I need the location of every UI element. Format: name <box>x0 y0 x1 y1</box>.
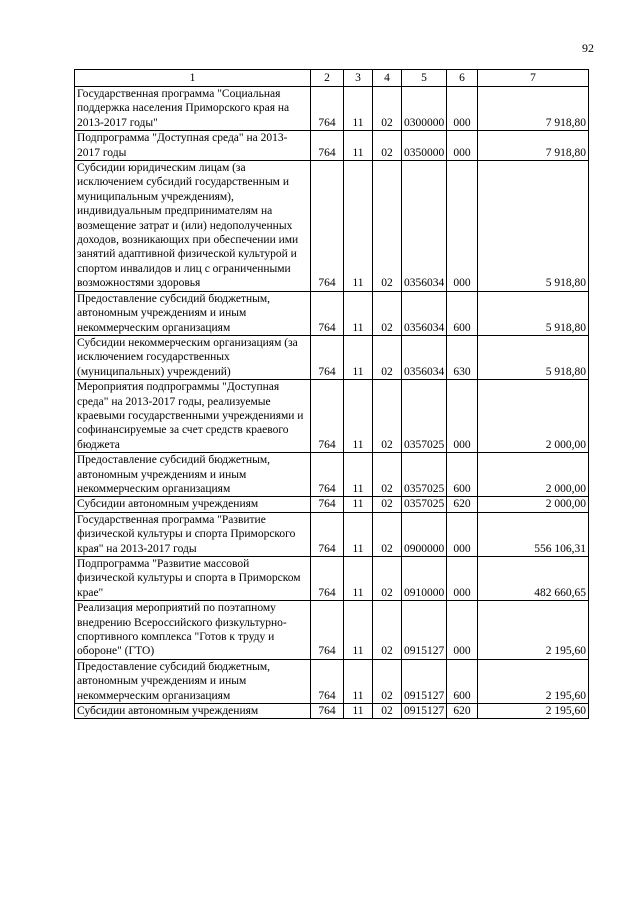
row-code-col2: 764 <box>311 497 344 512</box>
row-name: Субсидии юридическим лицам (за исключением субсидий государственным и муниципальным учреждениям), индивидуальным предпринимателям на возмещение затрат и (или) недополученных доходов, возникающих при обеспечении ими занятий адаптивной физической культурой и спортом инвалидов и лиц с ограниченными возможностями здоровья <box>75 161 311 292</box>
row-amount: 7 918,80 <box>478 87 589 131</box>
row-name: Субсидии автономным учреждениям <box>75 704 311 719</box>
row-code-col4: 02 <box>373 557 402 601</box>
row-code-col6: 000 <box>447 161 478 292</box>
row-code-col4: 02 <box>373 161 402 292</box>
row-code-col5: 0915127 <box>402 601 447 660</box>
row-name: Субсидии некоммерческим организациям (за исключением государственных (муниципальных) учреждений) <box>75 335 311 379</box>
row-code-col5: 0357025 <box>402 380 447 453</box>
row-amount: 2 195,60 <box>478 704 589 719</box>
row-code-col6: 000 <box>447 131 478 161</box>
row-amount: 482 660,65 <box>478 557 589 601</box>
row-code-col6: 620 <box>447 497 478 512</box>
row-code-col5: 0915127 <box>402 659 447 703</box>
row-code-col2: 764 <box>311 704 344 719</box>
row-code-col5: 0357025 <box>402 453 447 497</box>
row-code-col3: 11 <box>344 453 373 497</box>
table-row <box>75 380 589 453</box>
row-code-col6: 620 <box>447 704 478 719</box>
row-code-col4: 02 <box>373 497 402 512</box>
row-amount: 2 195,60 <box>478 601 589 660</box>
row-code-col2: 764 <box>311 335 344 379</box>
row-code-col6: 000 <box>447 601 478 660</box>
row-code-col5: 0300000 <box>402 87 447 131</box>
row-amount: 5 918,80 <box>478 291 589 335</box>
row-code-col2: 764 <box>311 161 344 292</box>
row-code-col6: 000 <box>447 87 478 131</box>
row-code-col4: 02 <box>373 659 402 703</box>
row-name: Предоставление субсидий бюджетным, автономным учреждениям и иным некоммерческим организациям <box>75 453 311 497</box>
table-row <box>75 161 589 292</box>
row-code-col5: 0350000 <box>402 131 447 161</box>
row-code-col2: 764 <box>311 557 344 601</box>
row-code-col5: 0356034 <box>402 335 447 379</box>
row-code-col2: 764 <box>311 87 344 131</box>
row-name: Реализация мероприятий по поэтапному внедрению Всероссийского физкультурно-спортивного комплекса "Готов к труду и обороне" (ГТО) <box>75 601 311 660</box>
page-number: 92 <box>582 41 594 55</box>
row-code-col6: 000 <box>447 380 478 453</box>
table-row <box>75 131 589 161</box>
row-name: Государственная программа "Социальная поддержка населения Приморского края на 2013-2017 годы" <box>75 87 311 131</box>
row-code-col3: 11 <box>344 704 373 719</box>
row-code-col6: 600 <box>447 659 478 703</box>
budget-table <box>74 69 589 719</box>
row-code-col5: 0910000 <box>402 557 447 601</box>
row-amount: 2 000,00 <box>478 380 589 453</box>
row-code-col3: 11 <box>344 380 373 453</box>
row-amount: 2 000,00 <box>478 453 589 497</box>
table-row <box>75 291 589 335</box>
row-code-col3: 11 <box>344 512 373 556</box>
row-code-col3: 11 <box>344 291 373 335</box>
row-code-col3: 11 <box>344 131 373 161</box>
row-code-col4: 02 <box>373 453 402 497</box>
row-code-col2: 764 <box>311 659 344 703</box>
row-code-col5: 0356034 <box>402 161 447 292</box>
row-code-col4: 02 <box>373 601 402 660</box>
row-name: Государственная программа "Развитие физической культуры и спорта Приморского края" на 2013-2017 годы <box>75 512 311 556</box>
row-code-col2: 764 <box>311 380 344 453</box>
row-amount: 7 918,80 <box>478 131 589 161</box>
row-code-col3: 11 <box>344 497 373 512</box>
row-code-col4: 02 <box>373 704 402 719</box>
column-header: 6 <box>447 70 478 87</box>
row-code-col2: 764 <box>311 131 344 161</box>
column-header: 5 <box>402 70 447 87</box>
column-header: 4 <box>373 70 402 87</box>
row-name: Субсидии автономным учреждениям <box>75 497 311 512</box>
row-code-col2: 764 <box>311 291 344 335</box>
table-row <box>75 497 589 512</box>
row-amount: 556 106,31 <box>478 512 589 556</box>
table-row <box>75 704 589 719</box>
row-code-col2: 764 <box>311 512 344 556</box>
row-code-col3: 11 <box>344 601 373 660</box>
row-code-col5: 0356034 <box>402 291 447 335</box>
row-name: Предоставление субсидий бюджетным, автономным учреждениям и иным некоммерческим организациям <box>75 291 311 335</box>
table-header-row <box>75 70 589 87</box>
table-row <box>75 335 589 379</box>
table-row <box>75 659 589 703</box>
column-header: 7 <box>478 70 589 87</box>
table-row <box>75 512 589 556</box>
row-name: Подпрограмма "Доступная среда" на 2013-2017 годы <box>75 131 311 161</box>
row-code-col4: 02 <box>373 131 402 161</box>
row-code-col2: 764 <box>311 453 344 497</box>
row-amount: 2 195,60 <box>478 659 589 703</box>
row-name: Предоставление субсидий бюджетным, автономным учреждениям и иным некоммерческим организациям <box>75 659 311 703</box>
column-header: 2 <box>311 70 344 87</box>
row-code-col5: 0900000 <box>402 512 447 556</box>
row-amount: 5 918,80 <box>478 335 589 379</box>
table-row <box>75 87 589 131</box>
row-name: Подпрограмма "Развитие массовой физической культуры и спорта в Приморском крае" <box>75 557 311 601</box>
column-header: 3 <box>344 70 373 87</box>
row-code-col4: 02 <box>373 335 402 379</box>
row-code-col3: 11 <box>344 161 373 292</box>
row-amount: 2 000,00 <box>478 497 589 512</box>
row-code-col3: 11 <box>344 557 373 601</box>
row-name: Мероприятия подпрограммы "Доступная среда" на 2013-2017 годы, реализуемые краевыми государственными учреждениями и софинансируемые за счет средств краевого бюджета <box>75 380 311 453</box>
row-code-col3: 11 <box>344 659 373 703</box>
row-code-col5: 0915127 <box>402 704 447 719</box>
row-code-col6: 630 <box>447 335 478 379</box>
table-row <box>75 453 589 497</box>
row-code-col4: 02 <box>373 380 402 453</box>
row-code-col5: 0357025 <box>402 497 447 512</box>
row-code-col6: 000 <box>447 512 478 556</box>
row-code-col6: 600 <box>447 291 478 335</box>
column-header: 1 <box>75 70 311 87</box>
row-code-col3: 11 <box>344 335 373 379</box>
row-code-col2: 764 <box>311 601 344 660</box>
row-code-col6: 000 <box>447 557 478 601</box>
table-row <box>75 601 589 660</box>
row-code-col6: 600 <box>447 453 478 497</box>
row-amount: 5 918,80 <box>478 161 589 292</box>
row-code-col3: 11 <box>344 87 373 131</box>
row-code-col4: 02 <box>373 291 402 335</box>
table-row <box>75 557 589 601</box>
row-code-col4: 02 <box>373 87 402 131</box>
row-code-col4: 02 <box>373 512 402 556</box>
